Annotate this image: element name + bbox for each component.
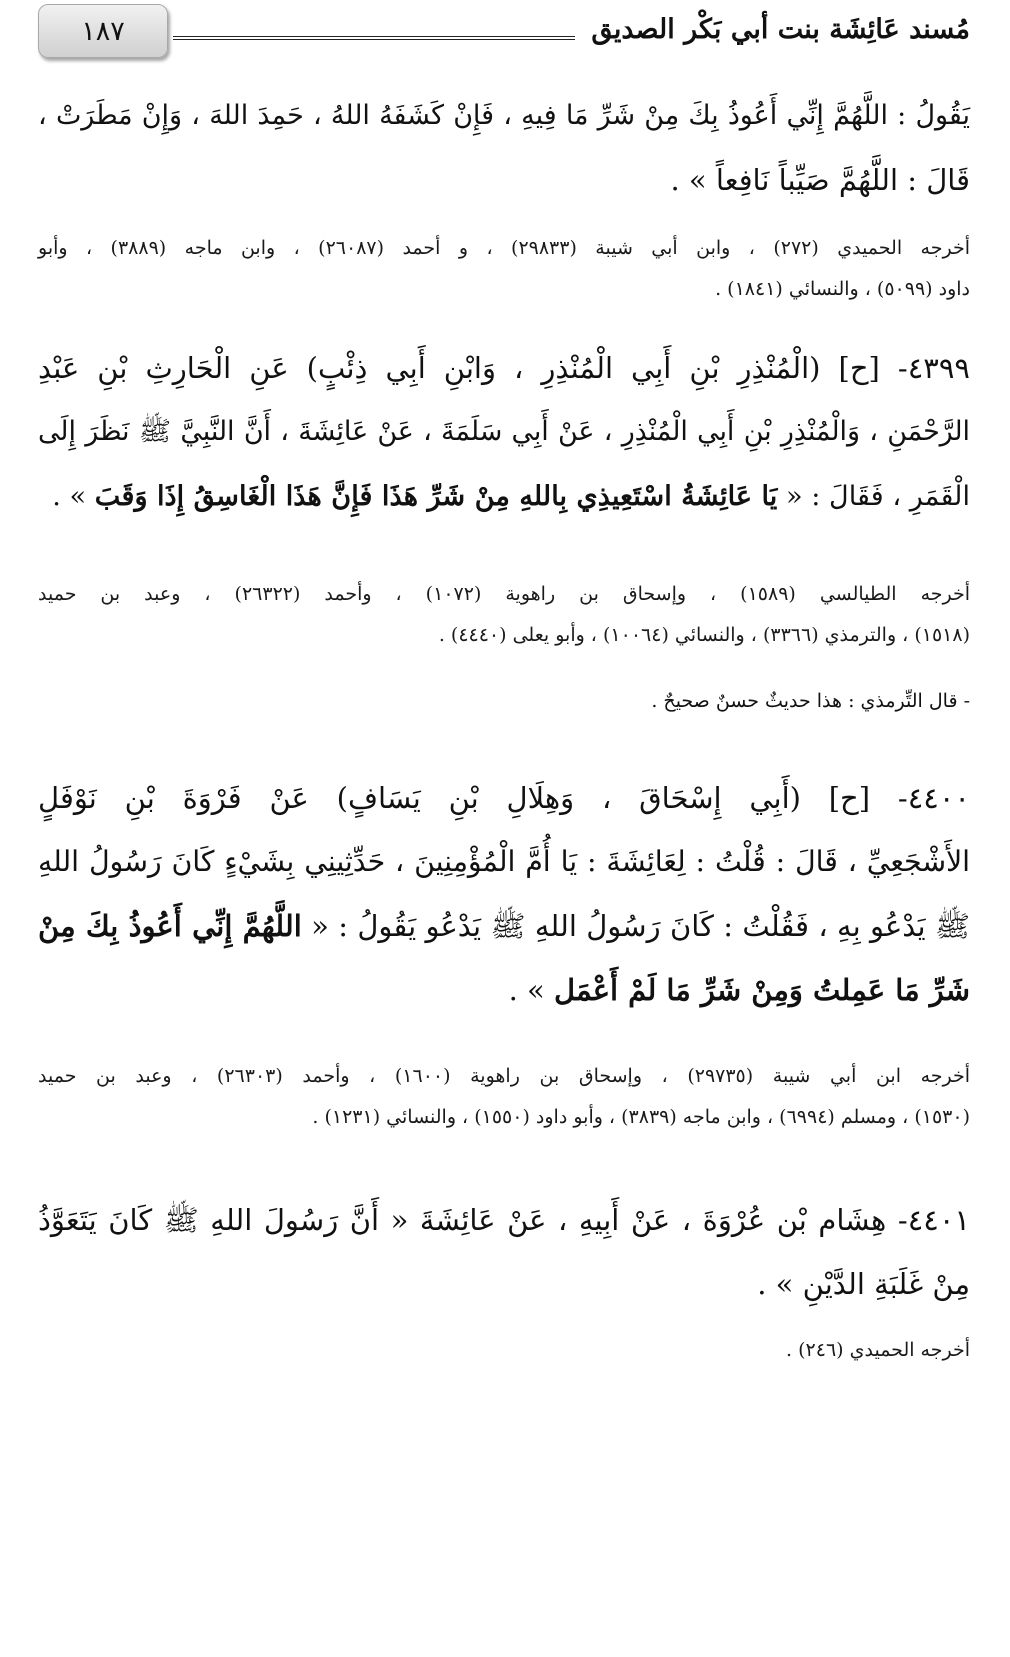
- prophetic-saying: شَرِّ مَا عَمِلتُ وَمِنْ شَرِّ مَا لَمْ أَعْمَل: [554, 973, 970, 1007]
- tirmidhi-grading: - قال التِّرمذي : هذا حديثٌ حسنٌ صحيحٌ .: [651, 690, 970, 712]
- text-line: يَقُولُ : اللَّهُمَّ إِنِّي أَعُوذُ بِكَ مِنْ شَرِّ مَا فِيهِ ، فَإِنْ كَشَفَهُ اللهُ ، حَمِدَ اللهَ ، وَإِنْ مَطَرَتْ ،: [38, 100, 970, 131]
- book-page: [38, 0, 970, 1657]
- text-line: ٤٤٠٠- [ح] (أَبِي إِسْحَاقَ ، وَهِلَالِ بْنِ يَسَافٍ) عَنْ فَرْوَةَ بْنِ نَوْفَلٍ: [38, 781, 970, 815]
- text-line: شَرِّ مَا عَمِلتُ وَمِنْ شَرِّ مَا لَمْ أَعْمَل » .: [508, 973, 970, 1007]
- hadith-4401: [38, 1188, 970, 1316]
- prophetic-saying: يَا عَائِشَةُ اسْتَعِيذِي بِاللهِ مِنْ شَرِّ هَذَا فَإِنَّ هَذَا الْغَاسِقُ إِذَا وَقَبَ: [94, 480, 778, 512]
- takhrij-line: (١٥١٨) ، والترمذي (٣٣٦٦) ، والنسائي (١٠٠٦٤) ، وأبو يعلى (٤٤٤٠) .: [438, 624, 970, 646]
- text-line: الأَشْجَعِيِّ ، قَالَ : قُلْتُ : لِعَائِشَةَ : يَا أُمَّ الْمُؤْمِنِينَ ، حَدِّثِينِي بِشَيْءٍ كَانَ رَسُولُ اللهِ: [38, 845, 970, 878]
- prophetic-saying: اللَّهُمَّ إِنِّي أَعُوذُ بِكَ مِنْ: [38, 909, 302, 943]
- takhrij-line: أخرجه ابن أبي شيبة (٢٩٧٣٥) ، وإسحاق بن راهوية (١٦٠٠) ، وأحمد (٢٦٣٠٣) ، وعبد بن حميد: [38, 1065, 971, 1087]
- header-rule: [173, 36, 575, 40]
- takhrij-note: [38, 228, 970, 310]
- page-title: مُسند عَائِشَة بنت أبي بَكْر الصديق: [591, 14, 970, 45]
- takhrij-line: أخرجه الحميدي (٢٧٢) ، وابن أبي شيبة (٢٩٨٣٣) ، و أحمد (٢٦٠٨٧) ، وابن ماجه (٣٨٨٩) ، وأبو: [38, 237, 970, 259]
- takhrij-line: أخرجه الطيالسي (١٥٨٩) ، وإسحاق بن راهوية (١٠٧٢) ، وأحمد (٢٦٣٢٢) ، وعبد بن حميد: [38, 583, 971, 605]
- takhrij-line: داود (٥٠٩٩) ، والنسائي (١٨٤١) .: [715, 278, 970, 300]
- text-line: ﷺ يَدْعُو بِهِ ، فَقُلْتُ : كَانَ رَسُولُ اللهِ ﷺ يَدْعُو يَقُولُ : « اللَّهُمَّ إِنِّي أَعُوذُ بِكَ مِنْ: [38, 909, 970, 943]
- takhrij-note: [38, 574, 970, 656]
- page-header: [38, 0, 970, 62]
- hadith-text-continuation: [38, 84, 970, 212]
- text-line: ٤٤٠١- هِشَام بْن عُرْوَةَ ، عَنْ أَبِيهِ ، عَنْ عَائِشَةَ « أَنَّ رَسُولَ اللهِ ﷺ كَانَ يَتَعَوَّذُ: [38, 1203, 970, 1237]
- takhrij-note: [38, 1056, 970, 1138]
- takhrij-note: [38, 1330, 970, 1371]
- text-line: قَالَ : اللَّهُمَّ صَيِّباً نَافِعاً » .: [670, 163, 970, 197]
- text-line: مِنْ غَلَبَةِ الدَّيْنِ » .: [757, 1267, 970, 1301]
- hadith-4399: [38, 336, 970, 529]
- text-line: الْقَمَرِ ، فَقَالَ : « يَا عَائِشَةُ اسْتَعِيذِي بِاللهِ مِنْ شَرِّ هَذَا فَإِنَّ هَذَا الْغَاسِقُ إِذَا وَقَبَ » .: [52, 480, 970, 512]
- text-line: ٤٣٩٩- [ح] (الْمُنْذِرِ بْنِ أَبِي الْمُنْذِرِ ، وَابْنِ أَبِي ذِئْبٍ) عَنِ الْحَارِثِ بْنِ عَبْدِ: [38, 351, 970, 385]
- page-number: ١٨٧: [38, 4, 168, 58]
- takhrij-line: (١٥٣٠) ، ومسلم (٦٩٩٤) ، وابن ماجه (٣٨٣٩) ، وأبو داود (١٥٥٠) ، والنسائي (١٢٣١) .: [312, 1106, 970, 1128]
- hadith-4400: [38, 766, 970, 1022]
- takhrij-line: أخرجه الحميدي (٢٤٦) .: [786, 1339, 970, 1361]
- text-line: الرَّحْمَنِ ، وَالْمُنْذِرِ بْنِ أَبِي الْمُنْذِرِ ، عَنْ أَبِي سَلَمَةَ ، عَنْ عَائِشَةَ ، أَنَّ النَّبِيَّ ﷺ نَظَرَ إِلَى: [38, 416, 970, 447]
